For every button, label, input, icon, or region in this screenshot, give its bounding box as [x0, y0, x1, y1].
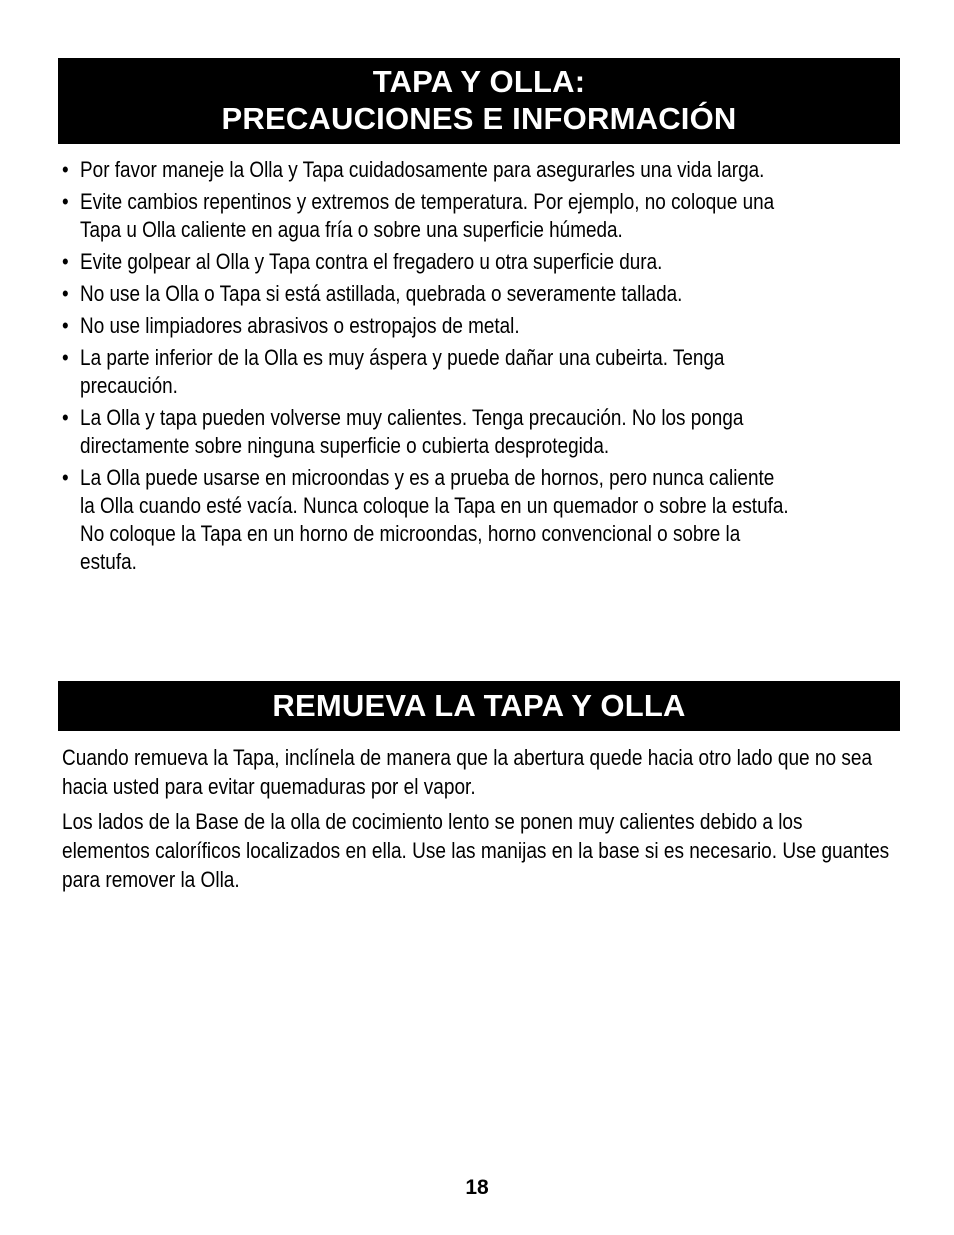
list-item: [62, 464, 793, 576]
list-item-text: Evite golpear al Olla y Tapa contra el fregadero u otra superficie dura.: [80, 249, 663, 274]
list-item: [62, 404, 793, 460]
list-item-text: No use limpiadores abrasivos o estropajos de metal.: [80, 313, 520, 338]
list-item: [62, 312, 793, 340]
list-item-text: La Olla puede usarse en microondas y es a prueba de hornos, pero nunca caliente la Olla cuando esté vacía. Nunca coloque la Tapa en un quemador o sobre la estufa. No coloque la Tapa en un horno de microondas, horno convencional o sobre la estufa.: [80, 465, 789, 574]
paragraph: Cuando remueva la Tapa, inclínela de manera que la abertura quede hacia otro lado que no sea hacia usted para evitar quemaduras por el vapor.: [62, 745, 873, 799]
list-item: [62, 344, 793, 400]
list-item-text: Por favor maneje la Olla y Tapa cuidadosamente para asegurarles una vida larga.: [80, 157, 765, 182]
list-item-text: La Olla y tapa pueden volverse muy calientes. Tenga precaución. No los ponga directamente sobre ninguna superficie o cubierta desprotegida.: [80, 405, 744, 458]
section-heading-precautions: [58, 58, 900, 144]
bullet-icon: •: [62, 465, 69, 490]
section-heading-remove: [58, 681, 900, 731]
page-number: 18: [465, 1176, 489, 1199]
bullet-icon: •: [62, 157, 69, 182]
list-item: [62, 280, 793, 308]
list-item-text: Evite cambios repentinos y extremos de temperatura. Por ejemplo, no coloque una Tapa u Olla caliente en agua fría o sobre una superficie húmeda.: [80, 189, 775, 242]
list-item-text: No use la Olla o Tapa si está astillada, quebrada o severamente tallada.: [80, 281, 683, 306]
paragraph: Los lados de la Base de la olla de cocimiento lento se ponen muy calientes debido a los elementos caloríficos localizados en ella. Use las manijas en la base si es necesario. Use guantes para remover la Olla.: [62, 809, 890, 892]
bullet-icon: •: [62, 345, 69, 370]
list-item: [62, 156, 793, 184]
section-heading-text: REMUEVA LA TAPA Y OLLA: [272, 688, 686, 723]
list-item: [62, 248, 793, 276]
bullet-icon: •: [62, 313, 69, 338]
bullet-icon: •: [62, 249, 69, 274]
remove-instructions: [62, 743, 892, 900]
precautions-list: [62, 156, 793, 580]
bullet-icon: •: [62, 189, 69, 214]
bullet-icon: •: [62, 405, 69, 430]
list-item-text: La parte inferior de la Olla es muy áspera y puede dañar una cubeirta. Tenga precaución.: [80, 345, 725, 398]
section-heading-line-2: PRECAUCIONES E INFORMACIÓN: [221, 101, 737, 136]
bullet-icon: •: [62, 281, 69, 306]
list-item: [62, 188, 793, 244]
section-heading-line-1: TAPA Y OLLA:: [372, 64, 586, 99]
